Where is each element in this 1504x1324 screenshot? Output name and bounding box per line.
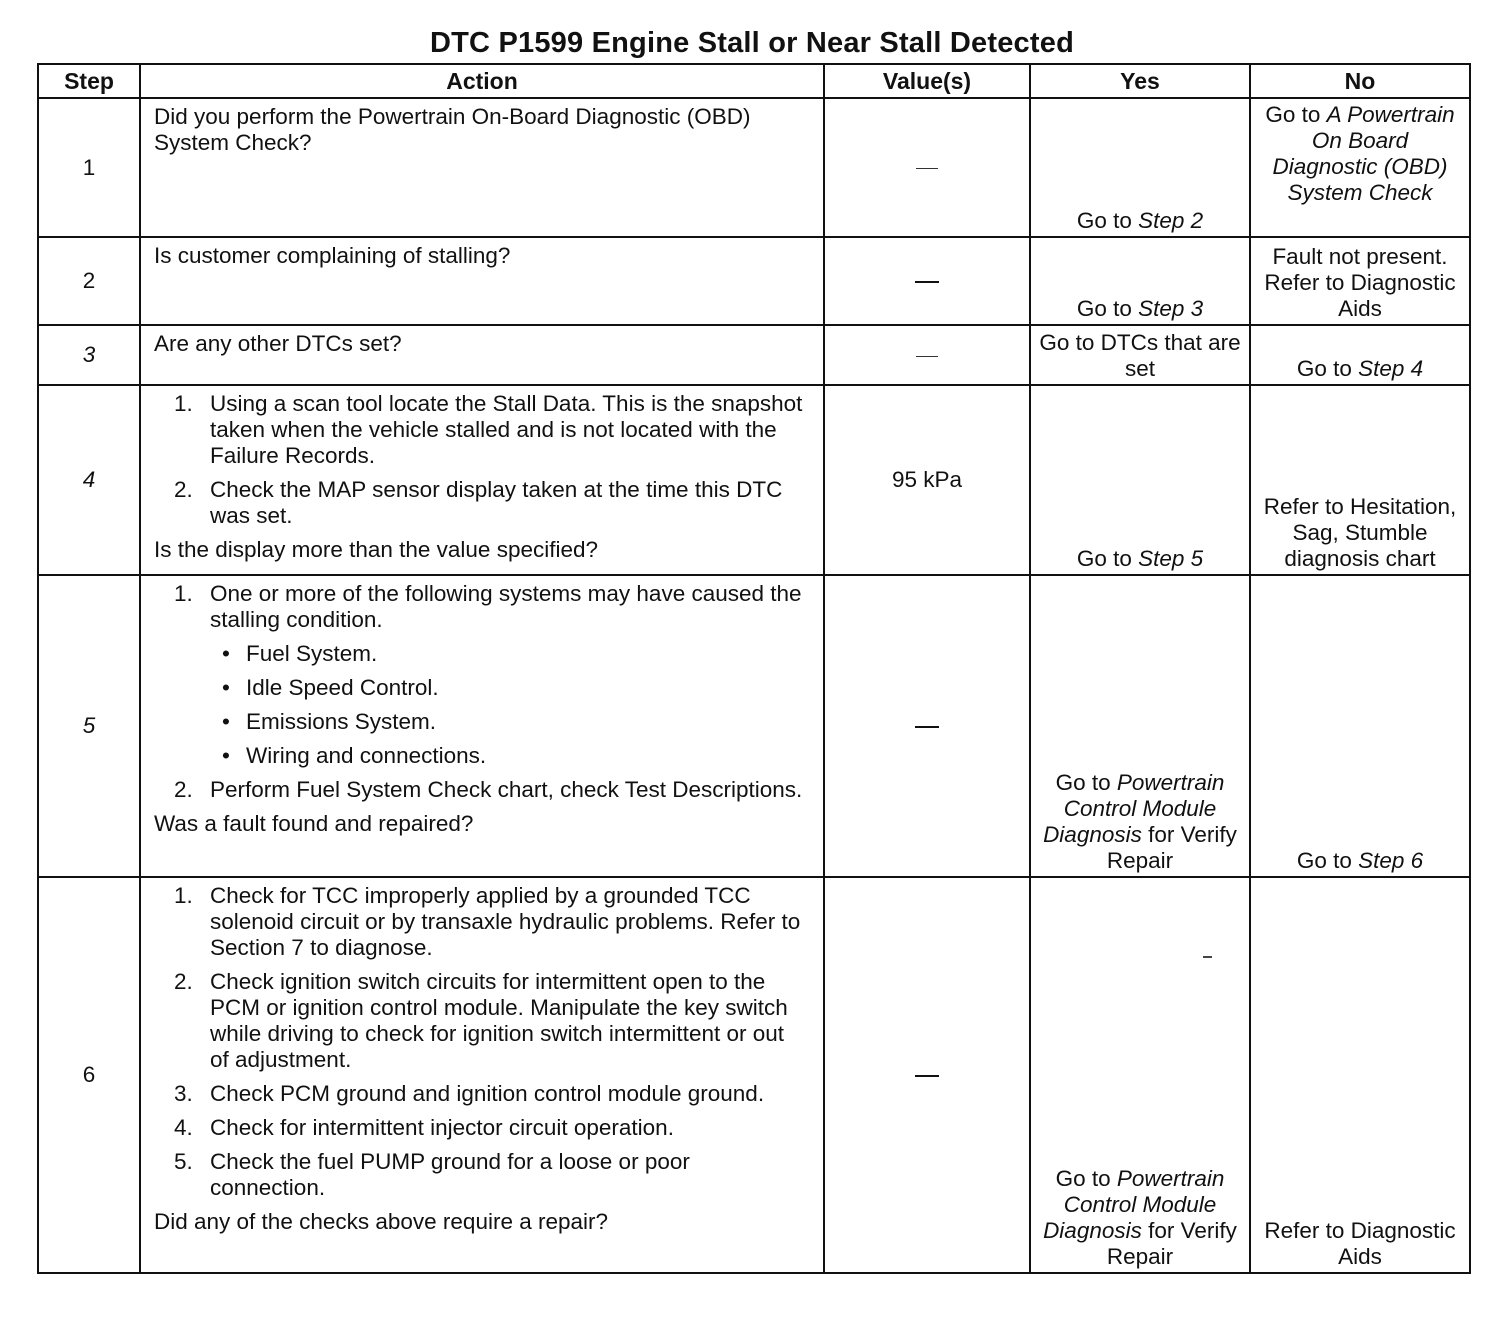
- yes-link[interactable]: Step 3: [1138, 296, 1204, 321]
- step-number: 5: [38, 575, 140, 877]
- empty-value-dash: [915, 1075, 939, 1077]
- step-number: 1: [38, 98, 140, 237]
- bullet-item: • Idle Speed Control.: [210, 675, 809, 701]
- empty-value-dash: [916, 168, 938, 169]
- no-link[interactable]: A Powertrain On Board Diagnostic (OBD) System Check: [1272, 102, 1455, 205]
- yes-link[interactable]: Powertrain Control Module Diagnosis: [1043, 770, 1225, 847]
- yes-prefix: Go to: [1076, 546, 1139, 571]
- action-text: Did you perform the Powertrain On-Board Diagnostic (OBD) System Check?: [154, 104, 751, 155]
- no-text: Refer to Hesitation, Sag, Stumble diagnosis chart: [1263, 494, 1457, 571]
- no-cell: [1250, 877, 1470, 1273]
- header-action: Action: [140, 64, 824, 98]
- list-item: 2. Check ignition switch circuits for intermittent open to the PCM or ignition control module. Manipulate the key switch while driving to check for ignition switch intermittent or out of adjustment.: [174, 969, 788, 1072]
- yes-cell: [1030, 98, 1250, 237]
- action-question: Did any of the checks above require a repair?: [154, 1209, 609, 1234]
- no-prefix: Go to: [1296, 356, 1359, 381]
- value-cell: [824, 575, 1030, 877]
- list-item: 5. Check the fuel PUMP ground for a loose or poor connection.: [174, 1149, 690, 1200]
- action-cell: [140, 98, 824, 237]
- value-cell: [824, 237, 1030, 325]
- action-steps: [154, 883, 809, 1201]
- list-item: 2. Perform Fuel System Check chart, check Test Descriptions.: [174, 777, 803, 802]
- header-yes: Yes: [1030, 64, 1250, 98]
- empty-value-dash: [915, 726, 939, 728]
- action-text: Is customer complaining of stalling?: [154, 243, 511, 268]
- list-item: 1. One or more of the following systems may have caused the stalling condition. • Fuel System. • Idle Speed Control. • Emissions System. • Wiring and connections.: [154, 581, 809, 769]
- no-text: Refer to Diagnostic Aids: [1264, 1218, 1456, 1269]
- no-cell: [1250, 98, 1470, 237]
- yes-prefix: Go to: [1076, 296, 1139, 321]
- action-steps: [154, 581, 809, 803]
- yes-suffix: for Verify Repair: [1106, 822, 1237, 873]
- value-cell: [824, 385, 1030, 575]
- step-number: 3: [38, 325, 140, 385]
- no-cell: [1250, 385, 1470, 575]
- action-cell: [140, 237, 824, 325]
- no-prefix: Go to: [1296, 848, 1359, 873]
- no-cell: [1250, 575, 1470, 877]
- action-steps: [154, 391, 809, 529]
- yes-cell: [1030, 385, 1250, 575]
- value-cell: [824, 325, 1030, 385]
- no-cell: [1250, 237, 1470, 325]
- yes-prefix: Go to: [1076, 208, 1139, 233]
- page-title: DTC P1599 Engine Stall or Near Stall Detected: [430, 27, 1074, 59]
- list-item: 1. Check for TCC improperly applied by a grounded TCC solenoid circuit or by transaxle hydraulic problems. Refer to Section 7 to diagnose.: [174, 883, 801, 960]
- diagnostic-table: [37, 63, 1471, 1274]
- yes-cell: [1030, 575, 1250, 877]
- yes-cell: [1030, 877, 1250, 1273]
- table-row-step-4: [38, 385, 1470, 575]
- table-header-row: [38, 64, 1470, 98]
- yes-link[interactable]: Step 2: [1138, 208, 1204, 233]
- yes-text: Go to DTCs that are set: [1039, 330, 1241, 381]
- table-row-step-6: [38, 877, 1470, 1273]
- header-values: Value(s): [824, 64, 1030, 98]
- header-step: Step: [38, 64, 140, 98]
- no-text: Fault not present. Refer to Diagnostic Aids: [1264, 244, 1456, 321]
- no-prefix: Go to: [1265, 102, 1327, 127]
- bullet-item: • Fuel System.: [210, 641, 809, 667]
- header-no: No: [1250, 64, 1470, 98]
- yes-link[interactable]: Powertrain Control Module Diagnosis: [1043, 1166, 1225, 1243]
- list-item: 1. Using a scan tool locate the Stall Data. This is the snapshot taken when the vehicle stalled and is not located with the Failure Records.: [174, 391, 803, 468]
- list-item: 2. Check the MAP sensor display taken at the time this DTC was set.: [174, 477, 783, 528]
- no-link[interactable]: Step 6: [1358, 848, 1424, 873]
- value-text: 95 kPa: [891, 467, 963, 492]
- action-text: Are any other DTCs set?: [154, 331, 402, 356]
- empty-value-dash: [916, 356, 938, 357]
- value-cell: [824, 877, 1030, 1273]
- table-row-step-1: [38, 98, 1470, 237]
- action-question: Is the display more than the value specified?: [154, 537, 599, 562]
- yes-prefix: Go to: [1055, 770, 1117, 795]
- action-question: Was a fault found and repaired?: [154, 811, 474, 836]
- scan-artifact-mark: [1203, 956, 1212, 958]
- yes-cell: [1030, 237, 1250, 325]
- step-number: 2: [38, 237, 140, 325]
- list-item: 4. Check for intermittent injector circuit operation.: [174, 1115, 674, 1140]
- table-row-step-3: [38, 325, 1470, 385]
- empty-value-dash: [915, 281, 939, 283]
- action-cell: [140, 385, 824, 575]
- action-cell: [140, 877, 824, 1273]
- list-item: 3. Check PCM ground and ignition control module ground.: [174, 1081, 765, 1106]
- system-bullets: [210, 641, 809, 769]
- yes-cell: [1030, 325, 1250, 385]
- yes-suffix: for Verify Repair: [1106, 1218, 1237, 1269]
- table-row-step-5: [38, 575, 1470, 877]
- step-number: 6: [38, 877, 140, 1273]
- no-cell: [1250, 325, 1470, 385]
- action-cell: [140, 325, 824, 385]
- value-cell: [824, 98, 1030, 237]
- step-number: 4: [38, 385, 140, 575]
- yes-prefix: Go to: [1055, 1166, 1117, 1191]
- bullet-item: • Emissions System.: [210, 709, 809, 735]
- action-cell: [140, 575, 824, 877]
- bullet-item: • Wiring and connections.: [210, 743, 809, 769]
- table-row-step-2: [38, 237, 1470, 325]
- yes-link[interactable]: Step 5: [1138, 546, 1204, 571]
- no-link[interactable]: Step 4: [1358, 356, 1424, 381]
